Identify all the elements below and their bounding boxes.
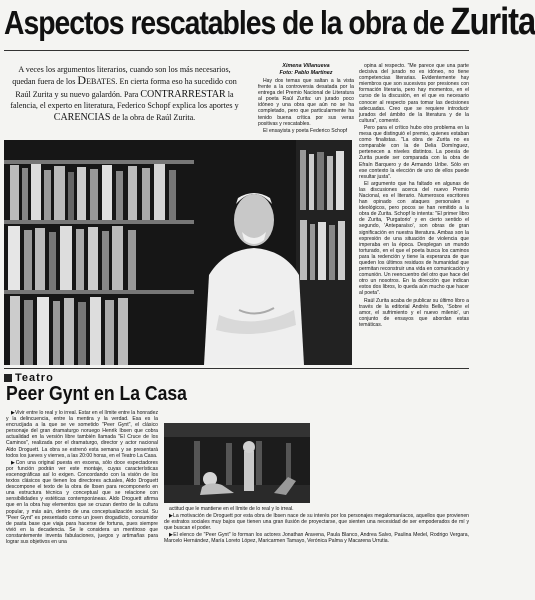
lead-emph-carencias: carencias xyxy=(53,109,111,125)
section-label-text: Teatro xyxy=(15,372,54,384)
article-lead xyxy=(6,64,243,123)
headline-text: Aspectos rescatables de la obra de xyxy=(4,4,444,41)
paragraph-text: La motivación de Droguett por esta obra de Ibsen nace de su interés por los personajes megalomaníacos, aquellos que provienen de estratos sociales muy bajos que tienen una gran ilusión de proyectarse, que sienten una necesidad de ser empoderados de mí y que buscan el poder. xyxy=(164,513,469,532)
paragraph-text: El elenco de "Peer Gynt" lo forman los actores Jonathan Aravena, Paula Blanco, Andrea Salvo, Paulina Medel, Rodrigo Vergara, Marcelo Hernández, María Loreto López, Maricarmen Tamayo, Verónica Palma y Macarena Urrutia. xyxy=(164,532,469,545)
headline-rule xyxy=(4,50,469,51)
lead-emph-debates: Debates xyxy=(77,73,116,88)
paragraph xyxy=(6,410,158,459)
byline-photo-credit: Foto: Pablo Martínez xyxy=(279,70,333,76)
paragraph xyxy=(164,513,469,531)
bookshelf-portrait-image xyxy=(4,140,352,365)
lead-text-2: . En cierta forma eso ha sucedido con Raúl Zurita y su nuevo galardón. Para xyxy=(15,77,237,99)
paragraph-text: Con una original puesta en escena, sólo doce espectadores por función podrán ver este montaje, cuyas características escenográficas así lo exigen. Concordando con la visión de los textos clásicos que tienen los directores actuales, Aldo Droguett descompone el texto de la obra de Ibsen para recomponerlo en una estructura técnica y conceptual que se relacione con sensibilidades y estéticas contemporáneas. Aldo Droguett afirma que en la obra hay elementos que se cruzan dentro de la cultura popular, y más aún, dentro de una conceptualización social. Su "Peer Gynt" es presentado como un joven drogadicto, consumidor de pasta base que viaja para hacerse de fortuna, pues siempre vivió en la decadencia. Se le considera un mentiroso que constantemente inventa fabulaciones, juegos y artimañas para lograr sus objetivos en una xyxy=(6,459,158,545)
triangle-bullet-icon: ▶ xyxy=(169,513,173,520)
lead-text-3: la falencia, el experto en literatura, Federico Schopf explica los aportes y xyxy=(10,89,239,110)
section-square-icon xyxy=(4,374,12,382)
article2-column-1 xyxy=(6,410,158,598)
triangle-bullet-icon: ▶ xyxy=(11,459,16,466)
paragraph: opina al respecto. "Me parece que una parte decisiva del jurado no es idóneo, no tiene competencias literarias. Evidentemente hay miembros que son sucesivos por presiones con formación literaria, pero hay momentos, en el curso de la discusión, en el que es necesario conocer al respecto para tomar las decisiones adecuadas. Creo que se requiere introducir jurados del ámbito de la literatura y de la cultura", comentó. xyxy=(359,63,469,124)
lead-text-1: A veces los argumentos literarios, cuando son los más necesarios, quedan fuera de los xyxy=(12,65,231,87)
paragraph: Pero para el crítico hubo otro problema en la mesa que distinguió el premio, quienes estaban como finalistas. "La obra de Zurita no es comparable con la de Delia Domínguez, pertenecen a niveles distintos. La poesía de Zurita puede ser comparada con la obra de Efraín Barquero y de Armando Uribe. Sólo en ese contexto la elección de uno de ellos puede resultar justa". xyxy=(359,124,469,180)
paragraph-text: Vivir entre lo real y lo irreal. Estar en el límite entre la honradez y la delincuencia, entre la mentira y la verdad. Esa es la encrucijada a la que se ve sometido "Peer Gynt", el clásico personaje del gran dramaturgo noruego Henrik Ibsen que cobra actualidad en la versión libre también llamada "El Cruce de los Caminos", realizada por el dramaturgo, director y actor nacional Aldo Droguett. La obra se estrenó esta semana y se presentará todos los jueves y viernes, a las 20:00 horas, en el Teatro La Casa. xyxy=(6,410,158,459)
headline-name: Zurita xyxy=(450,1,535,43)
paragraph xyxy=(164,532,469,544)
paragraph: Raúl Zurita acaba de publicar su último libro a través de la editorial Andrés Bello, 'Sobre el amor, el sufrimiento y el nuevo milenio', un conjunto de ensayos que abordan estas temáticas. xyxy=(359,297,469,328)
zurita-photo xyxy=(4,140,352,365)
article1-column-1 xyxy=(258,78,354,140)
theatre-stage-image xyxy=(164,423,310,503)
article1-column-2 xyxy=(359,63,469,363)
lead-emph-contrarrestar: contrarrestar xyxy=(140,85,226,101)
triangle-bullet-icon: ▶ xyxy=(11,410,15,416)
paragraph: Hay dos temas que saltan a la vista frente a la controversia desatada por la entrega del Premio Nacional de Literatura al poeta Raúl Zurita: un jurado poco idóneo y una obra que aún no se ha completado, pero que particularmente ha tenido buena crítica por sus veras positivas y rescatables. xyxy=(258,78,354,127)
article2-title: Peer Gynt en La Casa xyxy=(6,383,187,405)
byline xyxy=(262,63,350,77)
paragraph: El argumento que ha faltado en algunas de las discusiones acerca del nuevo Premio Nacional, es el literario. Numerosos escritores han opinado con ataques personales e ideológicos, pero pocos se han remitido a la obra de Zurita. Schopf lo intenta: "El primer libro de Zurita, 'Purgatorio' y en cierto sentido el segundo, 'Anteparaíso', son obras de gran significación en nuestra literatura. Ambas son la expresión de una situación de violencia que imperaba en la época. Desplegan un mundo torturado, en el que el poeta busca los caminos para la redención y tiene la esperanza de que queden los últimos residuos de humanidad que permitan reconstruir una vida en comunicación y comunión. Un reencuentro del otro que hace del otro un nosotros. En la dirección que indican estos dos libros, lo queda aún mucho que hacer al poeta". xyxy=(359,180,469,297)
theatre-photo xyxy=(164,423,310,503)
paragraph: El ensayista y poeta Federico Schopf xyxy=(263,127,348,134)
page-headline xyxy=(4,1,535,43)
paragraph: actitud que le mantiene en el límite de lo real y lo irreal. xyxy=(169,506,294,512)
article2-column-2 xyxy=(164,506,469,598)
triangle-bullet-icon: ▶ xyxy=(169,532,174,539)
paragraph xyxy=(6,460,158,545)
lead-text-4: de la obra de Raúl Zurita. xyxy=(112,113,196,123)
byline-author: Ximena Villanueva xyxy=(282,63,330,69)
section-rule xyxy=(4,368,469,369)
